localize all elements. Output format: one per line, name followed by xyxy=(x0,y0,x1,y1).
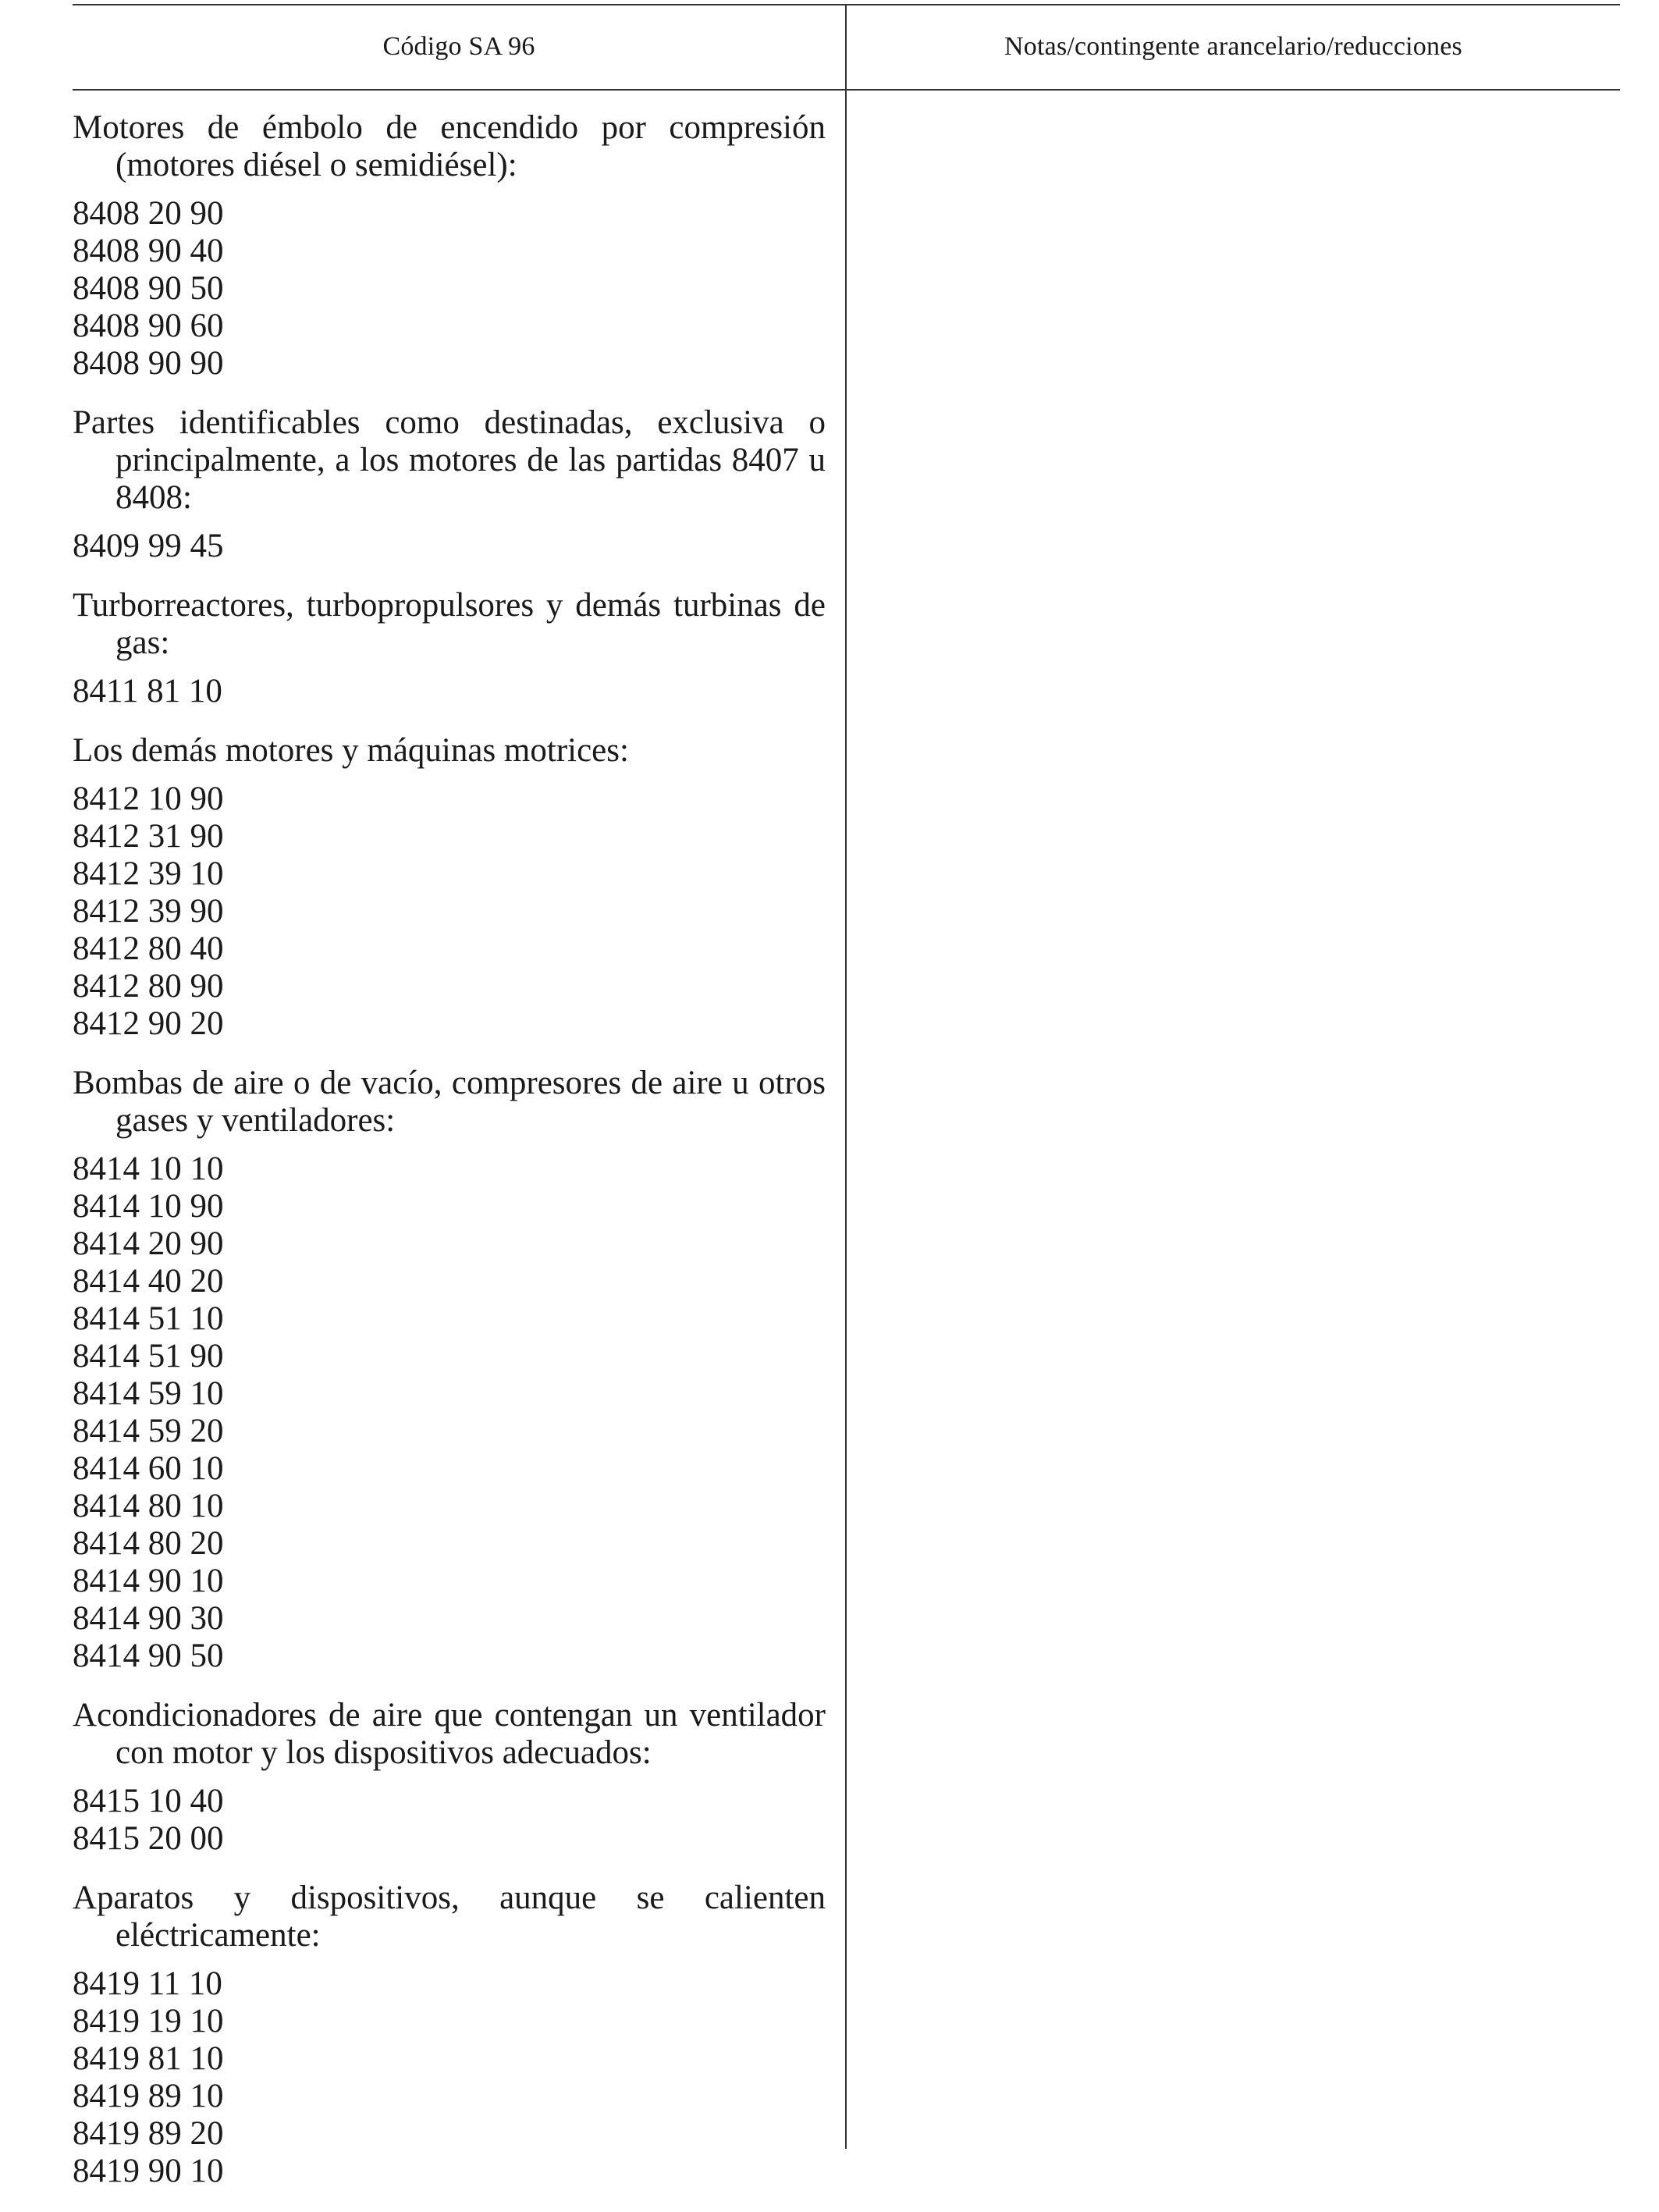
tariff-code: 8408 90 60 xyxy=(73,308,224,344)
tariff-code: 8414 10 90 xyxy=(73,1188,224,1225)
column-header-code: Código SA 96 xyxy=(382,31,535,61)
tariff-code: 8411 81 10 xyxy=(73,673,222,709)
tariff-code: 8414 90 30 xyxy=(73,1600,224,1637)
tariff-code: 8415 10 40 xyxy=(73,1783,224,1819)
section-description: Bombas de aire o de vacío, compresores de aire u otros gases y ventiladores: xyxy=(73,1065,826,1139)
tariff-code: 8414 59 20 xyxy=(73,1413,224,1449)
tariff-code: 8408 90 40 xyxy=(73,233,224,269)
tariff-code: 8414 40 20 xyxy=(73,1263,224,1300)
section-description: Partes identificables como destinadas, exclusiva o principalmente, a los motores de las partidas 8407 u 8408: xyxy=(73,404,826,516)
tariff-code: 8419 81 10 xyxy=(73,2040,224,2077)
tariff-code: 8408 90 50 xyxy=(73,270,224,307)
tariff-code: 8419 90 10 xyxy=(73,2153,224,2189)
tariff-code-list xyxy=(73,673,826,710)
tariff-code: 8414 90 10 xyxy=(73,1563,224,1599)
tariff-code: 8419 89 10 xyxy=(73,2078,224,2114)
section-description: Turborreactores, turbopropulsores y demás turbinas de gas: xyxy=(73,587,826,661)
tariff-code: 8412 31 90 xyxy=(73,818,224,855)
tariff-code: 8414 20 90 xyxy=(73,1225,224,1262)
tariff-code: 8409 99 45 xyxy=(73,528,224,564)
tariff-code: 8414 10 10 xyxy=(73,1150,224,1187)
tariff-code: 8412 39 10 xyxy=(73,855,224,892)
section-description: Aparatos y dispositivos, aunque se calienten eléctricamente: xyxy=(73,1879,826,1954)
tariff-code: 8414 51 10 xyxy=(73,1300,224,1337)
tariff-code: 8412 90 20 xyxy=(73,1005,224,1042)
code-column xyxy=(73,109,826,2212)
section-description: Acondicionadores de aire que contengan un ventilador con motor y los dispositivos adecuados: xyxy=(73,1697,826,1771)
tariff-code-list xyxy=(73,528,826,565)
tariff-code: 8415 20 00 xyxy=(73,1820,224,1857)
tariff-code: 8414 60 10 xyxy=(73,1450,224,1487)
tariff-code-list xyxy=(73,1965,826,2190)
tariff-code-list xyxy=(73,1783,826,1858)
tariff-code: 8412 10 90 xyxy=(73,781,224,817)
tariff-code: 8412 39 90 xyxy=(73,893,224,930)
tariff-code: 8414 59 10 xyxy=(73,1375,224,1412)
section-description: Los demás motores y máquinas motrices: xyxy=(73,732,629,769)
column-header-notes: Notas/contingente arancelario/reducciones xyxy=(1004,31,1462,61)
column-divider xyxy=(845,4,847,2149)
tariff-code: 8414 90 50 xyxy=(73,1638,224,1674)
tariff-code: 8414 80 10 xyxy=(73,1488,224,1524)
tariff-code: 8419 11 10 xyxy=(73,1965,222,2002)
tariff-code-list xyxy=(73,195,826,382)
tariff-code: 8419 89 20 xyxy=(73,2115,224,2152)
tariff-code: 8408 20 90 xyxy=(73,195,224,232)
tariff-code-list xyxy=(73,781,826,1043)
section-description: Motores de émbolo de encendido por compresión (motores diésel o semidiésel): xyxy=(73,109,826,183)
tariff-code: 8408 90 90 xyxy=(73,345,224,382)
tariff-code: 8414 80 20 xyxy=(73,1525,224,1562)
tariff-code: 8414 51 90 xyxy=(73,1338,224,1374)
tariff-code-list xyxy=(73,1150,826,1675)
tariff-code: 8419 19 10 xyxy=(73,2003,224,2040)
tariff-code: 8412 80 90 xyxy=(73,968,224,1005)
tariff-code: 8412 80 40 xyxy=(73,930,224,967)
